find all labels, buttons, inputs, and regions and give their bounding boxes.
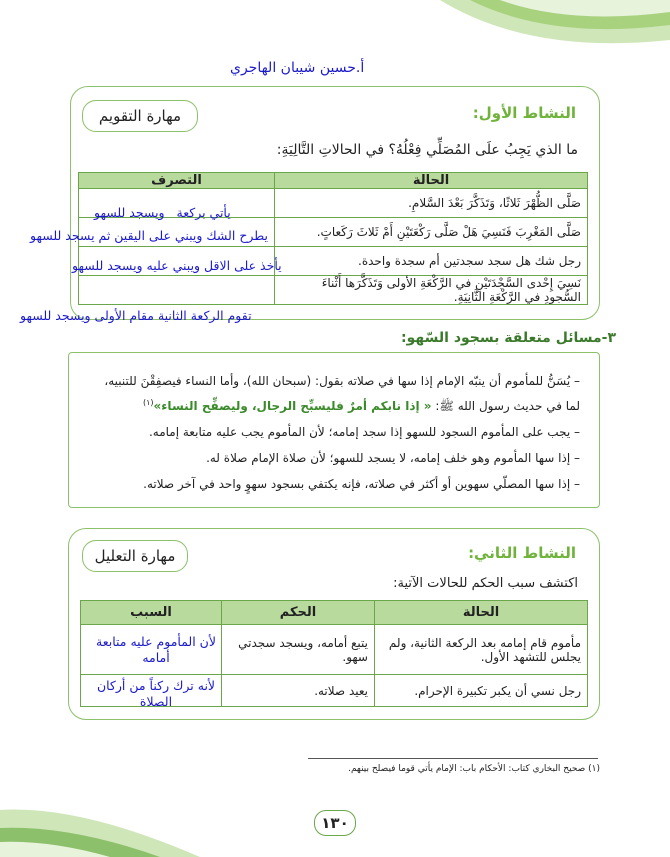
activity-2-question: اكتشف سبب الحكم للحالات الآتية:	[393, 576, 578, 591]
author-name: أ.حسين شيبان الهاجري	[230, 60, 365, 76]
answer-cell	[79, 276, 275, 305]
case-cell: مأموم قام إمامه بعد الركعة الثانية، ولم يجلس للتشهد الأول.	[375, 625, 588, 675]
section-3-title: ٣-مسائل متعلقة بسجود السّهو:	[401, 330, 616, 346]
case-cell: صَلَّى المَغْرِبَ فَنَسِيَ هَلْ صَلَّى رَكْعَتَيْنِ أَمْ ثَلاثَ رَكَعاتٍ.	[275, 218, 588, 247]
header-case: الحالة	[275, 173, 588, 189]
case-cell: نَسِيَ إِحْدى السَّجْدَتَيْنِ في الرَّكْعَةِ الأولى وَتَذَكَّرَها أَثْناءَ السُّجودِ في الرَّكْعَةِ الثَّانِيَةِ.	[275, 276, 588, 305]
bullet-item: – يجب على المأموم السجود للسهو إذا سجد إمامه؛ لأن المأموم يجب عليه متابعة إمامه.	[148, 425, 580, 439]
handwritten-answer-1: يأتي بركعة ويسجد للسهو	[94, 205, 231, 220]
ruling-cell: يتبع أمامه، ويسجد سجدتي سهو.	[222, 625, 375, 675]
bullet-item-hadith: لما في حديث رسول الله ﷺ: « إذا نابكم أمرٌ فليسبِّح الرجال، وليصفِّح النساء»$^{(١)}$	[143, 398, 580, 413]
table-header-row	[81, 601, 588, 625]
handwritten-answer-2: يطرح الشك ويبني على اليقين ثم يسجد للسهو	[30, 228, 269, 243]
section-3-bullets	[100, 370, 580, 495]
table-row	[79, 276, 588, 305]
activity-1-skill-badge: مهارة التقويم	[82, 100, 198, 132]
bullet-item: – إذا سها المأموم وهو خلف إمامه، لا يسجد للسهو؛ لأن صلاة الإمام صلاة له.	[206, 451, 580, 465]
activity-1-title: النشاط الأول:	[472, 104, 576, 122]
handwritten-reason-2: لأنه ترك ركناً من أركان الصلاة	[96, 678, 216, 709]
handwritten-answer-3: يأخذ على الاقل ويبني عليه ويسجد للسهو	[72, 258, 282, 273]
case-cell: صَلَّى الظُّهْرَ ثَلاثًا، وَتَذَكَّرَ بَعْدَ السَّلامِ.	[275, 189, 588, 218]
handwritten-reason-1: لأن المأموم عليه متابعة أمامه	[96, 634, 216, 665]
footnote-ref: (١)	[143, 398, 154, 407]
bullet-item: – يُسَنُّ للمأموم أن ينبّه الإمام إذا سها في صلاته بقول: (سبحان الله)، وأما النساء فيصفِقْنَ للتنبيه،	[104, 374, 580, 388]
activity-2-title: النشاط الثاني:	[468, 544, 576, 562]
page-number: ١٣٠	[321, 814, 349, 832]
corner-decoration-top-right	[400, 0, 670, 60]
activity-2-skill-badge: مهارة التعليل	[82, 540, 188, 572]
page-number-badge	[314, 810, 356, 836]
header-ruling: الحكم	[222, 601, 375, 625]
case-cell: رجل شك هل سجد سجدتين أم سجدة واحدة.	[275, 247, 588, 276]
header-action: التصرف	[79, 173, 275, 189]
activity-1-question: ما الذي يَجِبُ علَى المُصَلِّي فِعْلُهُ؟ في الحالاتِ التَّالِيَةِ:	[276, 142, 578, 158]
bullet-item: – إذا سها المصلّي سهوين أو أكثر في صلاته، فإنه يكتفي بسجود سهوٍ واحد في آخر صلاته.	[143, 477, 580, 491]
hadith-quote: « إذا نابكم أمرٌ فليسبِّح الرجال، وليصفِّح النساء»	[153, 399, 432, 413]
header-reason: السبب	[81, 601, 222, 625]
header-case: الحالة	[375, 601, 588, 625]
corner-decoration-bottom-left	[0, 790, 200, 857]
ruling-cell: يعيد صلاته.	[222, 675, 375, 707]
footnote: (١) صحيح البخاري كتاب: الأحكام باب: الإمام يأتي قوما فيصلح بينهم.	[348, 764, 600, 774]
footnote-divider	[308, 758, 598, 759]
table-header-row	[79, 173, 588, 189]
handwritten-answer-4: تقوم الركعة الثانية مقام الأولى ويسجد للسهو	[20, 308, 252, 323]
case-cell: رجل نسي أن يكبر تكبيرة الإحرام.	[375, 675, 588, 707]
